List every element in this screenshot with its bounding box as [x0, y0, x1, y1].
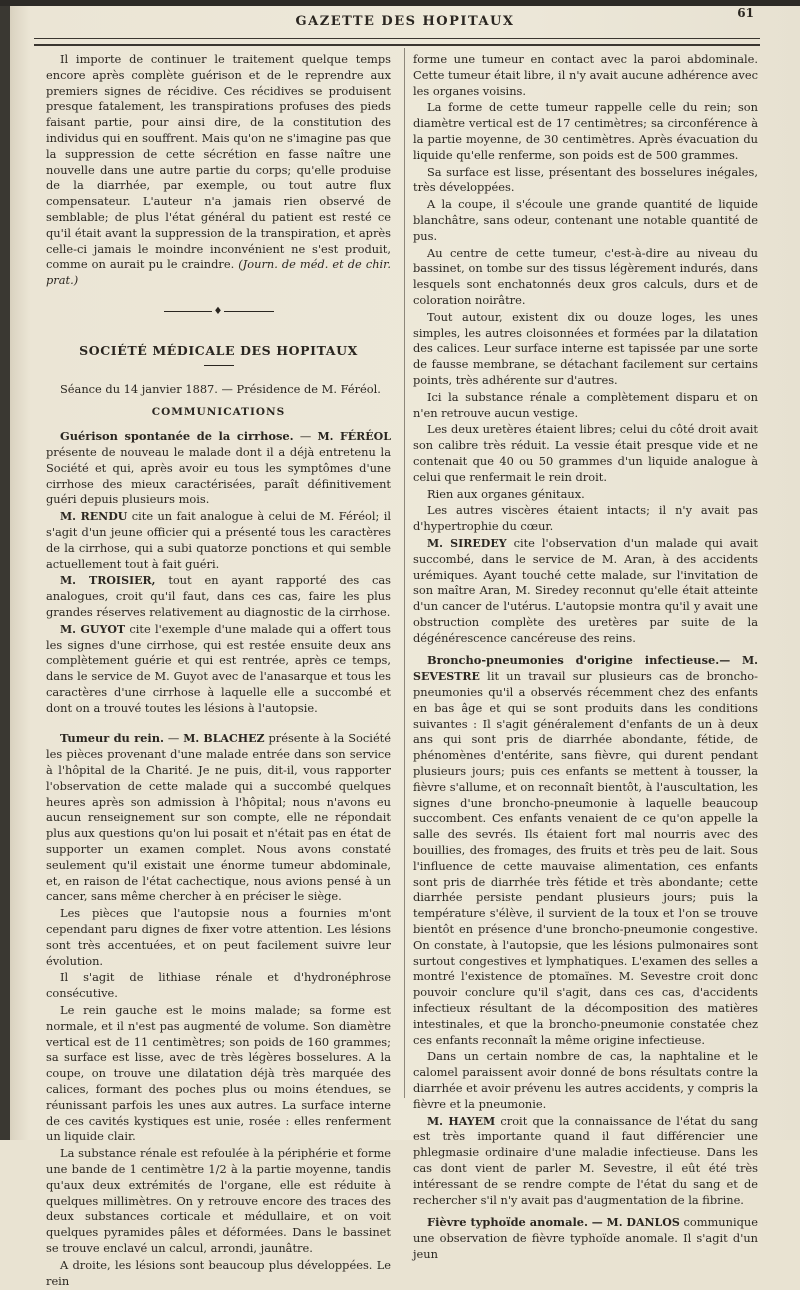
forme-paragraph: forme une tumeur en contact avec la paroi abdominale. Cette tumeur était libre, il n'y avait aucune adhérence avec les organes voisins.	[413, 52, 758, 98]
page-number: 61	[737, 6, 754, 20]
centre-paragraph: Au centre de cette tumeur, c'est-à-dire au niveau du bassinet, on tombe sur des tissus légèrement indurés, dans lesquels sont enchatonnés deux gros calculs, durs et de coloration noirâtre.	[413, 245, 758, 307]
ici-paragraph: Ici la substance rénale a complètement disparu et on n'en retrouve aucun vestige.	[413, 389, 758, 420]
substance-paragraph: La substance rénale est refoulée à la périphérie et forme une bande de 1 centimètre 1/2 à la partie moyenne, tandis qu'aux deux extrémités de l'organe, elle est réduite à quelques millimètres. On y retrouve encore des traces des deux substances corticale et médullaire, et on voit quelques pyramides pâles et déformées. Dans le bassinet se trouve enclavé un calcul, arrondi, jaunâtre.	[46, 1146, 391, 1255]
header-rule-thick	[34, 44, 760, 46]
tumeur-paragraph: Tumeur du rein. — M. BLACHEZ présente à la Société les pièces provenant d'une malade entrée dans son service à l'hôpital de la Charité. Je ne puis, dit-il, vous rapporter l'observation de cette malade qui a succombé quelques heures après son admission à l'hôpital; nous n'avons eu aucun renseignement sur son compte, elle ne répondait plus aux questions qu'on lui posait et n'était pas en état de supporter un examen complet. Nous avons constaté seulement qu'il existait une énorme tumeur abdominale, et, en raison de l'état cachectique, nous avions pensé à un cancer, sans même chercher à en préciser le siège.	[46, 731, 392, 904]
column-divider	[404, 48, 405, 1098]
cirrhose-title: Guérison spontanée de la cirrhose.	[60, 429, 294, 444]
autour-paragraph: Tout autour, existent dix ou douze loges, les unes simples, les autres cloisonnées et formées par la dilatation des calices. Leur surface interne est tapissée par une sorte de fausse membrane, se détachant facilement sur certains points, très adhérente sur d'autres.	[413, 309, 758, 387]
surface-paragraph: Sa surface est lisse, présentant des bosselures inégales, très développées.	[413, 164, 758, 195]
fievre-paragraph: Fièvre typhoïde anomale. — M. DANLOS communique une observation de fièvre typhoïde anomale. Il s'agit d'un jeun	[413, 1215, 758, 1261]
seance-line: Séance du 14 janvier 1887. — Présidence de M. Féréol.	[60, 381, 381, 396]
tumeur-title: Tumeur du rein.	[60, 731, 164, 746]
fievre-title: Fièvre typhoïde anomale.	[427, 1215, 589, 1230]
autres-paragraph: Les autres viscères étaient intacts; il n'y avait pas d'hypertrophie du cœur.	[413, 503, 758, 534]
binding-edge	[0, 0, 10, 1140]
communications-heading: COMMUNICATIONS	[151, 406, 286, 419]
troisier-paragraph: M. TROISIER, tout en ayant rapporté des cas analogues, croit qu'il faut, dans ces cas, faire les plus grandes réserves relativement au diagnostic de la cirrhose.	[46, 573, 392, 619]
header-rule-thin	[34, 38, 760, 39]
speaker-guyot: M. GUYOT	[60, 622, 126, 636]
naphtaline-paragraph: Dans un certain nombre de cas, la naphtaline et le calomel paraissent avoir donné de bons résultats contre la diarrhée et avoir prévenu les autres accidents, y compris la fièvre et la pneumonie.	[413, 1049, 758, 1111]
right-column	[413, 52, 758, 1264]
journal-title: GAZETTE DES HOPITAUX	[295, 14, 515, 29]
speaker-troisier: M. TROISIER,	[60, 574, 156, 588]
speaker-sevestre: — M. SEVESTRE	[413, 654, 758, 684]
siredey-paragraph: M. SIREDEY cite l'observation d'un malade qui avait succombé, dans le service de M. Aran, à des accidents urémiques. Ayant touché cette malade, sur l'invitation de son maître Aran, M. Siredey reconnut qu'elle était atteinte d'un cancer de l'utérus. L'autopsie montra qu'il y avait une obstruction complète des uretères par suite de la dégénérescence cancéreuse des reins.	[413, 535, 759, 645]
rein-gauche-paragraph: Le rein gauche est le moins malade; sa forme est normale, et il n'est pas augmenté de volume. Son diamètre vertical est de 11 centimètres; son poids de 160 grammes; sa surface est lisse, avec de très légères bosselures. A la coupe, on trouve une dilatation déjà très marquée des calices, formant des poches plus ou moins étendues, se réunissant parfois les unes aux autres. La surface interne de ces cavités kystiques est unie, rosée : elles renferment un liquide clair.	[46, 1003, 391, 1144]
speaker-hayem: M. HAYEM	[427, 1114, 496, 1128]
speaker-danlos: — M. DANLOS	[591, 1216, 680, 1230]
section-rule	[204, 365, 234, 366]
ornament-divider	[46, 301, 391, 317]
guyot-paragraph: M. GUYOT cite l'exemple d'une malade qui a offert tous les signes d'une cirrhose, qui est restée ensuite deux ans complètement guérie et qui est rentrée, après ce temps, dans le service de M. Guyot avec de l'anasarque et tous les caractères d'une cirrhose à laquelle elle a succombé et dont on a trouvé toutes les lésions à l'autopsie.	[46, 621, 391, 715]
broncho-title: Broncho-pneumonies d'origine infectieuse.	[427, 653, 720, 668]
cirrhose-paragraph: Guérison spontanée de la cirrhose. — M. FÉRÉOL présente de nouveau le malade dont il a déjà entretenu la Société et qui, après avoir eu tous les symptômes d'une cirrhose des mieux caractérisées, paraît définitivement guéri depuis plusieurs mois.	[46, 429, 391, 507]
top-border	[0, 0, 800, 6]
rien-paragraph: Rien aux organes génitaux.	[427, 486, 585, 501]
speaker-rendu: M. RENDU	[60, 510, 128, 524]
broncho-paragraph: Broncho-pneumonies d'origine infectieuse.— M. SEVESTRE lit un travail sur plusieurs cas de broncho-pneumonies qu'il a observés récemment chez des enfants en bas âge et qui se sont produits dans les conditions suivantes : Il s'agit généralement d'enfants de un à deux ans qui sont pris de diarrhée abondante, fétide, de phénomènes d'entérite, sans fièvre, qui durent pendant plusieurs jours; puis ces enfants se mettent à tousser, la fièvre s'allume, et on reconnaît bientôt, à l'auscultation, les signes d'une broncho-pneumonie à laquelle beaucoup succombent. Ces enfants venaient de ce qu'on appelle la salle des sevrés. Ils étaient fort mal nourris avec des bouillies, des fromages, des fruits et très peu de lait. Sous l'influence de cette mauvaise alimentation, ces enfants sont pris de diarrhée très fétide et très abondante; cette diarrhée persiste pendant plusieurs jours; puis la température s'élève, il survient de la toux et l'on se trouve bientôt en présence d'une broncho-pneumonie congestive. On constate, à l'autopsie, que les lésions pulmonaires sont surtout congestives et lymphatiques. L'examen des selles a montré l'existence de ptomaïnes. M. Sevestre croit donc pouvoir conclure qu'il s'agit, dans ces cas, d'accidents infectieux résultant de la décomposition des matières intestinales, et que la broncho-pneumonie constatée chez ces enfants reconnaît la même origine infectieuse.	[413, 653, 758, 1047]
tumeur-forme-paragraph: La forme de cette tumeur rappelle celle du rein; son diamètre vertical est de 17 centimètres; sa circonférence à la partie moyenne, de 30 centimètres. Après évacuation du liquide qu'elle renferme, son poids est de 500 grammes.	[413, 100, 758, 162]
intro-source: (Journ. de méd. et de chir. prat.)	[46, 257, 391, 288]
ureteres-paragraph: Les deux uretères étaient libres; celui du côté droit avait son calibre très réduit. La vessie était presque vide et ne contenait que 40 ou 50 grammes d'un liquide analogue à celui que renfermait le rein droit.	[413, 422, 758, 484]
speaker-siredey: M. SIREDEY	[427, 536, 507, 550]
intro-paragraph: Il importe de continuer le traitement quelque temps encore après complète guérison et de le reprendre aux premiers signes de récidive. Ces récidives se produisent presque fatalement, les transpirations profuses des pieds faisant partie, pour ainsi dire, de la constitution des individus qui en souffrent. Mais qu'on ne s'imagine pas que la suppression de cette sécrétion en fasse naître une nouvelle dans une autre partie du corps; qu'elle produise de la diarrhée, par exemple, ou tout autre flux compensateur. L'auteur n'a jamais rien observé de semblable; de plus l'état général du patient est resté ce qu'il était avant la suppression de la transpiration, et après celle-ci jamais le moindre inconvénient ne s'est produit, comme on aurait pu le craindre. (Journ. de méd. et de chir. prat.)	[46, 52, 391, 288]
coupe-paragraph: A la coupe, il s'écoule une grande quantité de liquide blanchâtre, sans odeur, contenant une notable quantité de pus.	[413, 197, 758, 243]
lithiase-paragraph: Il s'agit de lithiase rénale et d'hydronéphrose consécutive.	[46, 970, 391, 1001]
speaker-ferreol: M. FÉRÉOL	[317, 430, 391, 444]
speaker-blachez: M. BLACHEZ	[183, 732, 265, 746]
pieces-paragraph: Les pièces que l'autopsie nous a fournies m'ont cependant paru dignes de fixer votre attention. Les lésions sont très accentuées, et on peut facilement suivre leur évolution.	[46, 906, 391, 968]
left-column	[46, 52, 391, 1290]
section-title: SOCIÉTÉ MÉDICALE DES HOPITAUX	[79, 342, 358, 358]
hayem-paragraph: M. HAYEM croit que la connaissance de l'état du sang est très importante quand il faut différencier une phlegmasie ordinaire d'une maladie infectieuse. Dans les cas dont vient de parler M. Sevestre, il eût été très intéressant de se rendre compte de l'état du sang et de rechercher s'il n'y avait pas d'augmentation de la fibrine.	[413, 1113, 758, 1207]
droite-paragraph: A droite, les lésions sont beaucoup plus développées. Le rein	[46, 1257, 391, 1288]
rendu-paragraph: M. RENDU cite un fait analogue à celui de M. Féréol; il s'agit d'un jeune officier qui a présenté tous les caractères de la cirrhose, qui a subi quatorze ponctions et qui semble actuellement tout à fait guéri.	[46, 509, 391, 571]
page-header	[30, 14, 780, 40]
